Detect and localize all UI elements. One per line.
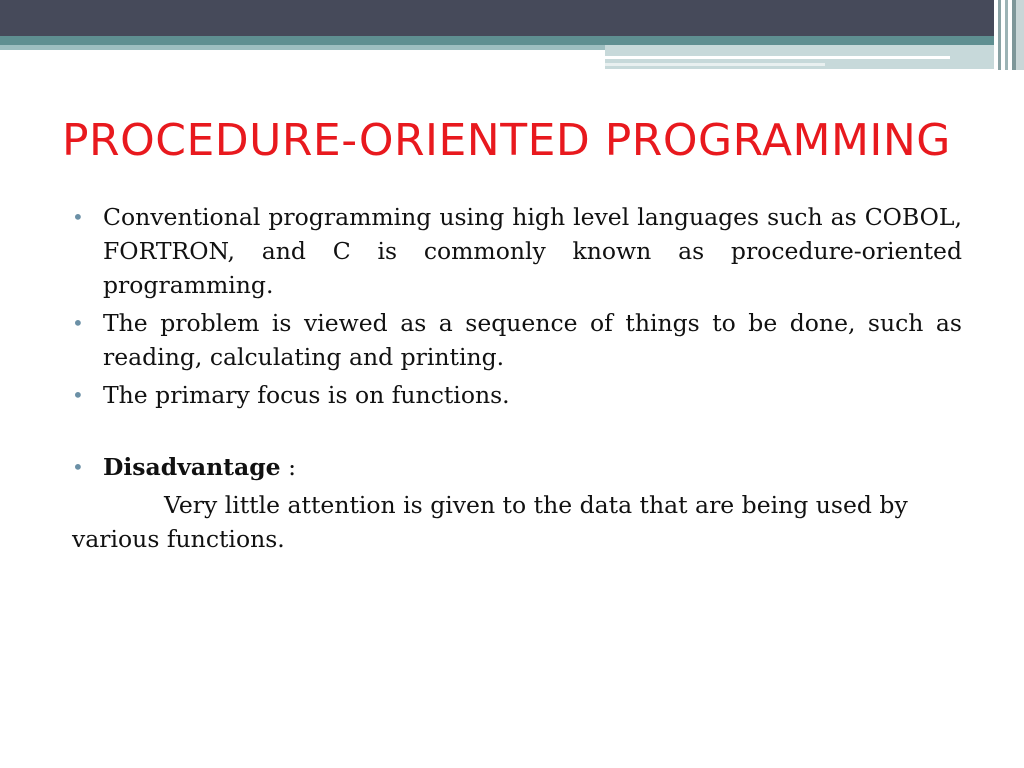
bullet-text: The primary focus is on functions. (103, 381, 510, 409)
header-bar (0, 0, 1024, 36)
header-accent-band (0, 36, 1000, 45)
bullet-icon: • (72, 205, 84, 229)
bullet-icon: • (72, 383, 84, 407)
header-accent-band-light (0, 45, 605, 50)
disadvantage-text: Very little attention is given to the data that are being used by various functions. (72, 491, 908, 553)
bullet-text: Conventional programming using high level languages such as COBOL, FORTRON, and C is commonly known as procedure-oriented programming. (103, 203, 962, 299)
slide-body (72, 200, 962, 556)
disadvantage-separator: : (280, 453, 297, 481)
header-accent-line-2 (605, 63, 825, 66)
bullet-icon: • (72, 311, 84, 335)
header-stripes-decoration (994, 0, 1024, 70)
bullet-icon: • (72, 455, 84, 479)
disadvantage-label: Disadvantage (103, 453, 281, 481)
bullet-item-disadvantage (72, 450, 962, 484)
bullet-item (72, 378, 962, 412)
spacer (72, 416, 962, 450)
header-accent-line (605, 56, 950, 59)
bullet-list (72, 200, 962, 484)
bullet-item (72, 306, 962, 374)
bullet-text: The problem is viewed as a sequence of things to be done, such as reading, calculating and printing. (103, 309, 962, 371)
slide-title: PROCEDURE-ORIENTED PROGRAMMING (62, 115, 951, 166)
bullet-item (72, 200, 962, 302)
